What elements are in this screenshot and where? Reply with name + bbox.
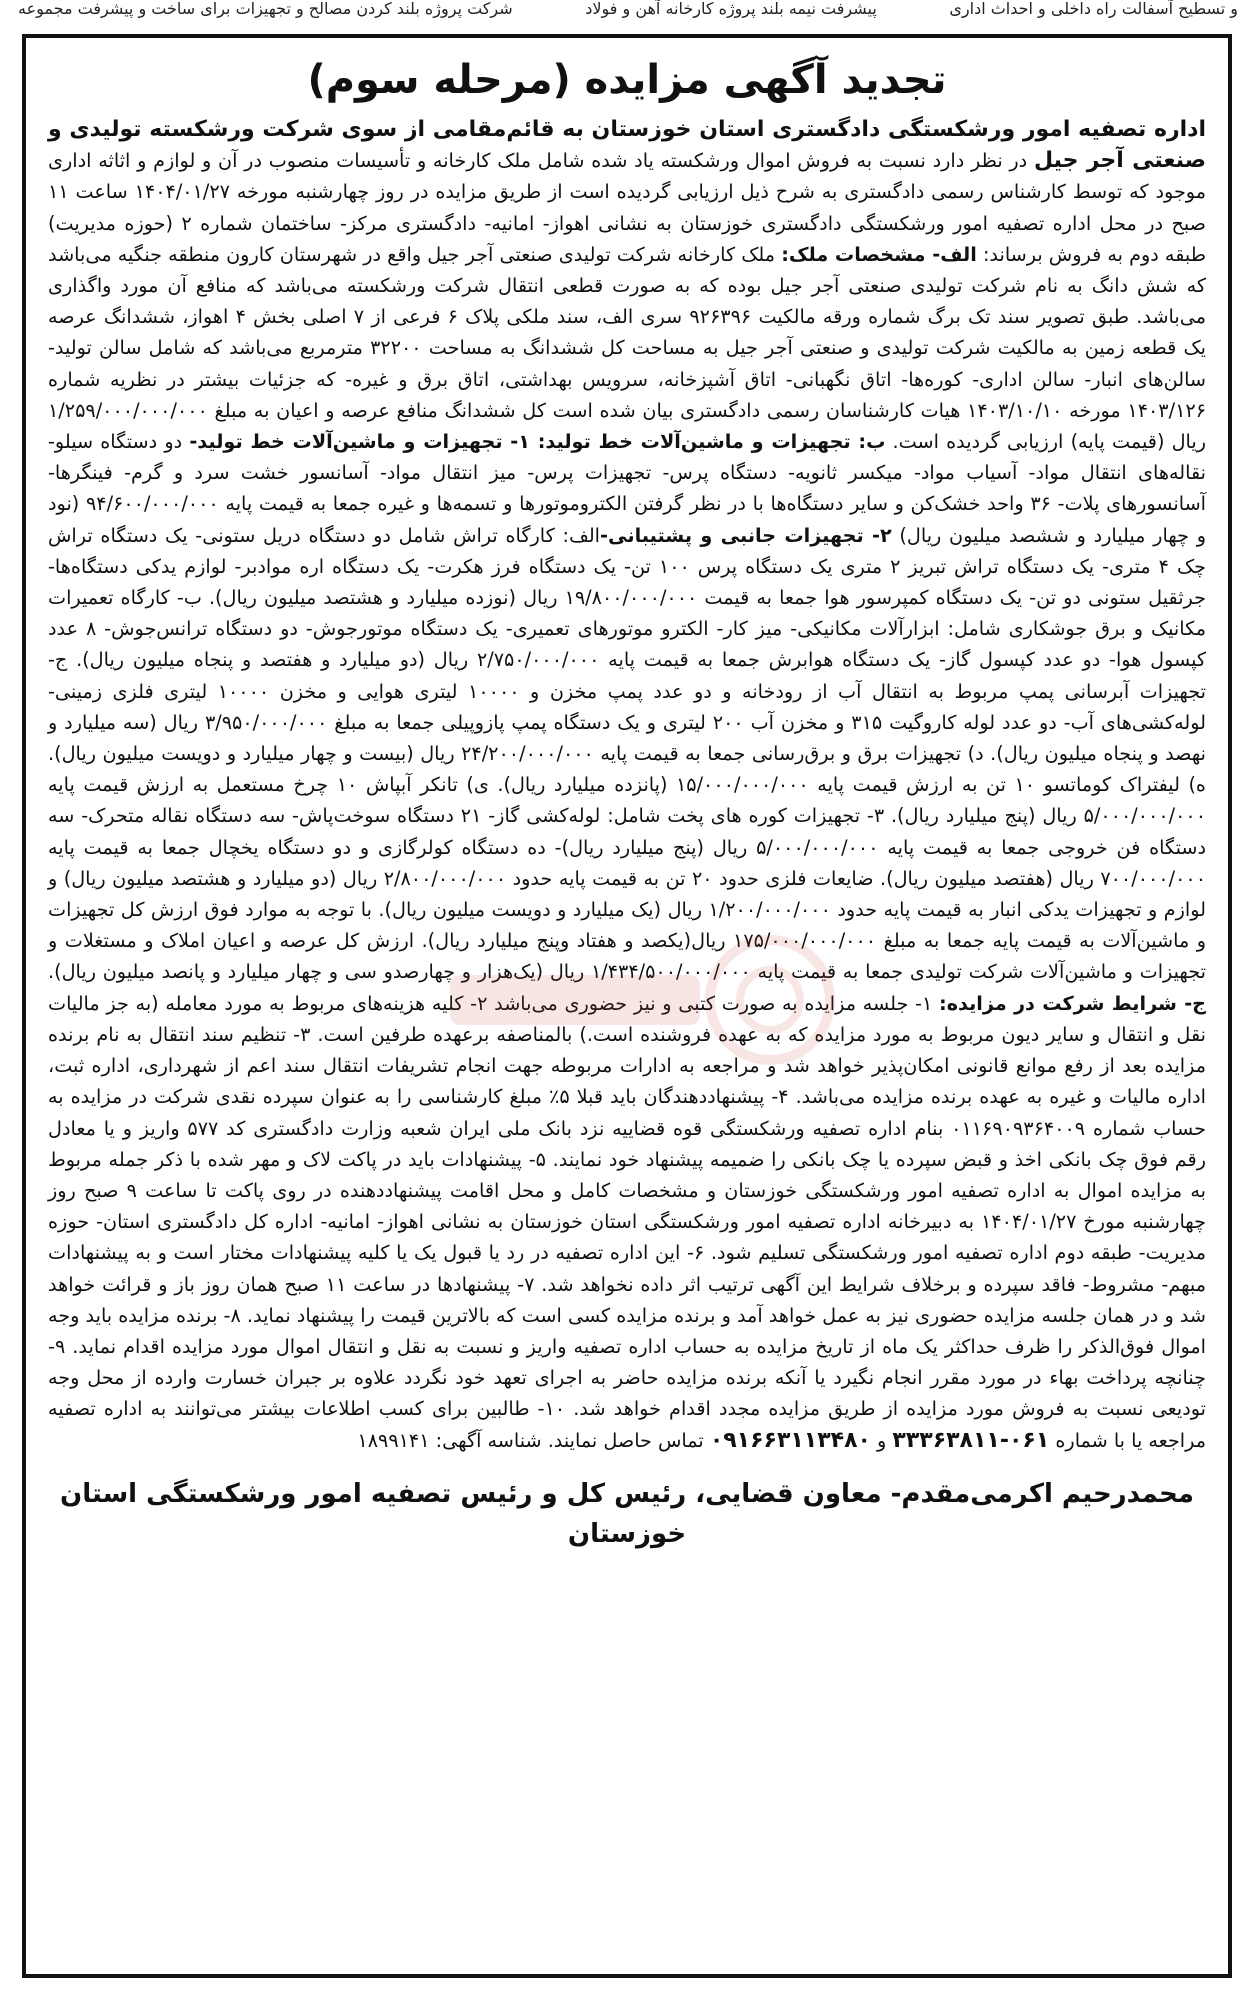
paragraph-intro: در نظر دارد نسبت به فروش اموال ورشکسته یاد شده شامل ملک کارخانه و تأسیسات منصوب در آن و لوازم و اثاثه اداری موجود که توسط کارشناس رسمی دادگستری به شرح ذیل ارزیابی گردیده است از طریق مزایده در روز چهارشنبه مورخه ۱۴۰۴/۰۱/۲۷ ساعت ۱۱ صبح در محل اداره تصفیه امور ورشکستگی دادگستری خوزستان به نشانی اهواز- امانیه- دادگستری مرکز- ساختمان شماره ۲ (حوزه مدیریت) طبقه دوم به فروش برساند: [48,149,1206,266]
phone-number-mobile: ۰۹۱۶۶۳۱۱۳۴۸۰ [709,1427,871,1453]
issuer-intro: اداره تصفیه امور ورشکستگی دادگستری استان خوزستان به قائم‌مقامی از سوی شرکت ورشکسته تولیدی و صنعتی آجر جیل [48,117,1206,174]
header-strip-text-1: و تسطیح آسفالت راه داخلی و احداث اداری [949,0,1238,18]
phone-connector: و [870,1428,893,1452]
notice-body [48,114,1206,1456]
section-alef-heading: الف- مشخصات ملک: [781,242,977,266]
support-equipment: الف: کارگاه تراش شامل دو دستگاه دریل ستونی- یک دستگاه تراش چک ۴ متری- یک دستگاه تراش تبریز ۲ متری یک دستگاه پرس ۱۰۰ تن- یک دستگاه فرز هکرت- یک دستگاه اره موادبر- لوازم یدکی دستگاه‌ها- جرثقیل ستونی دو تن- یک دستگاه کمپرسور هوا جمعا به قیمت ۱۹/۸۰۰/۰۰۰/۰۰۰ ریال (نوزده میلیارد و هشتصد میلیون ریال). ب- کارگاه تعمیرات مکانیک و برق جوشکاری شامل: ابزارآلات مکانیکی- میز کار- الکترو موتورهای تعمیری- یک دستگاه موتورجوش- دو دستگاه ترانس‌جوش- ۸ عدد کپسول هوا- دو عدد کپسول گاز- یک دستگاه هوابرش جمعا به قیمت پایه ۲/۷۵۰/۰۰۰/۰۰۰ ریال (دو میلیارد و هفتصد و پنجاه میلیون ریال). ج- تجهیزات آبرسانی پمپ مربوط به انتقال آب از رودخانه و دو عدد پمپ مخزن و ۱۰۰۰۰ لیتری هوایی و مخزن ۱۰۰۰۰ لیتری فلزی زمینی- لوله‌کشی‌های آب- دو عدد لوله کاروگیت ۳۱۵ و مخزن آب ۲۰۰ لیتری و یک دستگاه پمپ پازوپیلی جمعا به مبلغ ۳/۹۵۰/۰۰۰/۰۰۰ ریال (سه میلیارد و نهصد و پنجاه میلیون ریال). د) تجهیزات برق و برق‌رسانی جمعا به قیمت پایه ۲۴/۲۰۰/۰۰۰/۰۰۰ ریال (بیست و چهار میلیارد و دویست میلیون ریال). ه) لیفتراک کوماتسو ۱۰ تن به ارزش قیمت پایه ۱۵/۰۰۰/۰۰۰/۰۰۰ (پانزده میلیارد ریال). ی) تانکر آبپاش ۱۰ چرخ مستعمل به ارزش قیمت پایه ۵/۰۰۰/۰۰۰/۰۰۰ ریال (پنج میلیارد ریال). ۳- تجهیزات کوره های پخت شامل: لوله‌کشی گاز- ۲۱ دستگاه سوخت‌پاش- سه دستگاه نقاله متحرک- سه دستگاه فن خروجی جمعا به قیمت پایه ۵/۰۰۰/۰۰۰/۰۰۰ ریال (پنج میلیارد ریال)- ده دستگاه کولرگازی و دو دستگاه یخچال جمعا به قیمت پایه ۷۰۰/۰۰۰/۰۰۰ ریال (هفتصد میلیون ریال). ضایعات فلزی حدود ۲۰ تن به قیمت پایه حدود ۲/۸۰۰/۰۰۰/۰۰۰ ریال (دو میلیارد و هشتصد میلیون ریال) و لوازم و تجهیزات یدکی انبار به قیمت پایه حدود ۱/۲۰۰/۰۰۰/۰۰۰ ریال (یک میلیارد و دویست میلیون ریال). با توجه به موارد فوق ارزش کل تجهیزات و ماشین‌آلات به قیمت پایه جمعا به مبلغ ۱۷۵/۰۰۰/۰۰۰/۰۰۰ ریال(یکصد و هفتاد وپنج میلیارد ریال). ارزش کل عرصه و اعیان املاک و مستغلات و تجهیزات و ماشین‌آلات شرکت تولیدی جمعا به قیمت پایه ۱/۴۳۴/۵۰۰/۰۰۰/۰۰۰ ریال (یک‌هزار و چهارصدو سی و چهار میلیارد و پانصد میلیون ریال). [48,523,1207,984]
notice-frame [22,34,1232,1978]
notice-id-line: تماس حاصل نمایند. شناسه آگهی: ۱۸۹۹۱۴۱ [357,1428,710,1452]
property-specs: ملک کارخانه شرکت تولیدی صنعتی آجر جیل واقع در شهرستان کارون منطقه جنگیه می‌باشد که شش دانگ به نام شرکت تولیدی صنعتی آجر جیل بوده که به صورت قطعی انتقال شرکت ورشکسته می‌باشد که منافع آن مورد واگذاری می‌باشد. طبق تصویر سند تک برگ شماره ورقه مالکیت ۹۲۶۳۹۶ سری الف، سند ملکی پلاک ۶ فرعی از ۷ اصلی بخش ۴ اهواز، ششدانگ عرصه یک قطعه زمین به مالکیت شرکت تولیدی و صنعتی آجر جیل به مساحت کل ششدانگ به مساحت ۳۲۲۰۰ مترمربع می‌باشد که شامل سالن تولید- سالن‌های انبار- سالن اداری- کوره‌ها- اتاق نگهبانی- اتاق آشپزخانه، سرویس بهداشتی، اتاق برق و غیره- که جزئیات بیشتر در نظریه شماره ۱۴۰۳/۱۲۶ مورخه ۱۴۰۳/۱۰/۱۰ هیات کارشناسان رسمی دادگستری بیان شده است کل ششدانگ منافع عرصه و اعیان به مبلغ ۱/۲۵۹/۰۰۰/۰۰۰/۰۰۰ ریال (قیمت پایه) ارزیابی گردیده است. [48,242,1207,454]
section-jim-heading: ج- شرایط شرکت در مزایده: [939,991,1206,1015]
production-equipment: دو دستگاه سیلو- نقاله‌های انتقال مواد- آسیاب مواد- میکسر ثانویه- دستگاه پرس- تجهیزات پرس- میز انتقال مواد- آسانسور خشت سرد و گرم- فینگرها- آسانسورهای پلات- ۳۶ واحد خشک‌کن و سایر دستگاه‌ها با در نظر گرفتن الکتروموتورها و تسمه‌ها و غیره جمعا به قیمت پایه ۹۴/۶۰۰/۰۰۰/۰۰۰ (نود و چهار میلیارد و ششصد میلیون ریال) [48,430,1206,547]
section-2-heading: ۲- تجهیزات جانبی و پشتیبانی- [600,523,892,547]
section-be-heading: ب: تجهیزات و ماشین‌آلات خط تولید: ۱- تجهیزات و ماشین‌آلات خط تولید- [189,430,886,454]
auction-conditions: ۱- جلسه مزایده به صورت کتبی و نیز حضوری می‌باشد ۲- کلیه هزینه‌های مربوط به مورد معامله (به جز مالیات نقل و انتقال و سایر دیون مربوط به مورد مزایده که به عهده فروشنده است.) بالمناصفه برعهده طرفین است. ۳- تنظیم سند انتقال به نام برنده مزایده بعد از رفع موانع قانونی امکان‌پذیر خواهد شد و مراجعه به ادارات مربوطه جهت انجام تشریفات انتقال سند اعم از شهرداری، اداره ثبت، اداره مالیات و غیره به عهده برنده مزایده می‌باشد. ۴- پیشنهاددهندگان باید قبلا ۵٪ مبلغ کارشناسی را به عنوان سپرده نقدی شرکت در مزایده به حساب شماره ۰۱۱۶۹۰۹۳۶۴۰۰۹ بنام اداره تصفیه ورشکستگی قوه قضاییه نزد بانک ملی ایران شعبه وزارت دادگستری کد ۵۷۷ واریز و یا معادل رقم فوق چک بانکی اخذ و قبض سپرده یا چک بانکی را ضمیمه پیشنهاد خود نمایند. ۵- پیشنهادات باید در پاکت لاک و مهر شده با ذکر جمله مربوط به مزایده اموال به اداره تصفیه امور ورشکستگی خوزستان و مشخصات کامل و محل اقامت پیشنهاددهنده در روی پاکت تا ساعت ۹ صبح روز چهارشنبه مورخ ۱۴۰۴/۰۱/۲۷ به دبیرخانه اداره تصفیه امور ورشکستگی استان خوزستان به نشانی اهواز- امانیه- اداره کل دادگستری استان- حوزه مدیریت- طبقه دوم اداره تصفیه امور ورشکستگی تسلیم شود. ۶- این اداره تصفیه در رد یا قبول یک یا کلیه پیشنهادات مختار است و به پیشنهادات مبهم- مشروط- فاقد سپرده و برخلاف شرایط این آگهی ترتیب اثر داده نخواهد شد. ۷- پیشنهادها در ساعت ۱۱ صبح همان روز باز و قرائت خواهد شد و در همان جلسه مزایده حضوری نیز به عمل خواهد آمد و برنده مزایده کسی است که بالاترین قیمت را پیشنهاد نماید. ۸- برنده مزایده باید وجه اموال فوق‌الذکر را ظرف حداکثر یک ماه از تاریخ مزایده به حساب اداره تصفیه واریز و نسبت به نقل و انتقال اموال مورد مزایده اقدام نماید. ۹- چنانچه پرداخت بهاء در مورد مقرر انجام نگیرد یا آنکه برنده مزایده حاضر به اجرای تعهد خود نگردد علاوه بر جبران خسارت وارده از محل وجه تودیعی نسبت به فروش مورد مزایده از طریق مزایده مجدد اقدام خواهد شد. ۱۰- طالبین برای کسب اطلاعات بیشتر می‌توانند به اداره تصفیه مراجعه یا با شماره [48,991,1207,1452]
cropped-header-strip [0,0,1256,26]
notice-title: تجدید آگهی مزایده (مرحله سوم) [307,57,947,103]
header-strip-text-2: پیشرفت نیمه بلند پروژه کارخانه آهن و فولاد [585,0,877,18]
header-strip-text-3: شرکت پروژه بلند کردن مصالح و تجهیزات برای ساخت و پیشرفت مجموعه [18,0,513,18]
phone-number-landline: ۰۶۱-۳۳۳۶۳۸۱۱ [892,1427,1050,1453]
signature-line: محمدرحیم اکرمی‌مقدم- معاون قضایی، رئیس کل و رئیس تصفیه امور ورشکستگی استان خوزستان [60,1478,1194,1549]
